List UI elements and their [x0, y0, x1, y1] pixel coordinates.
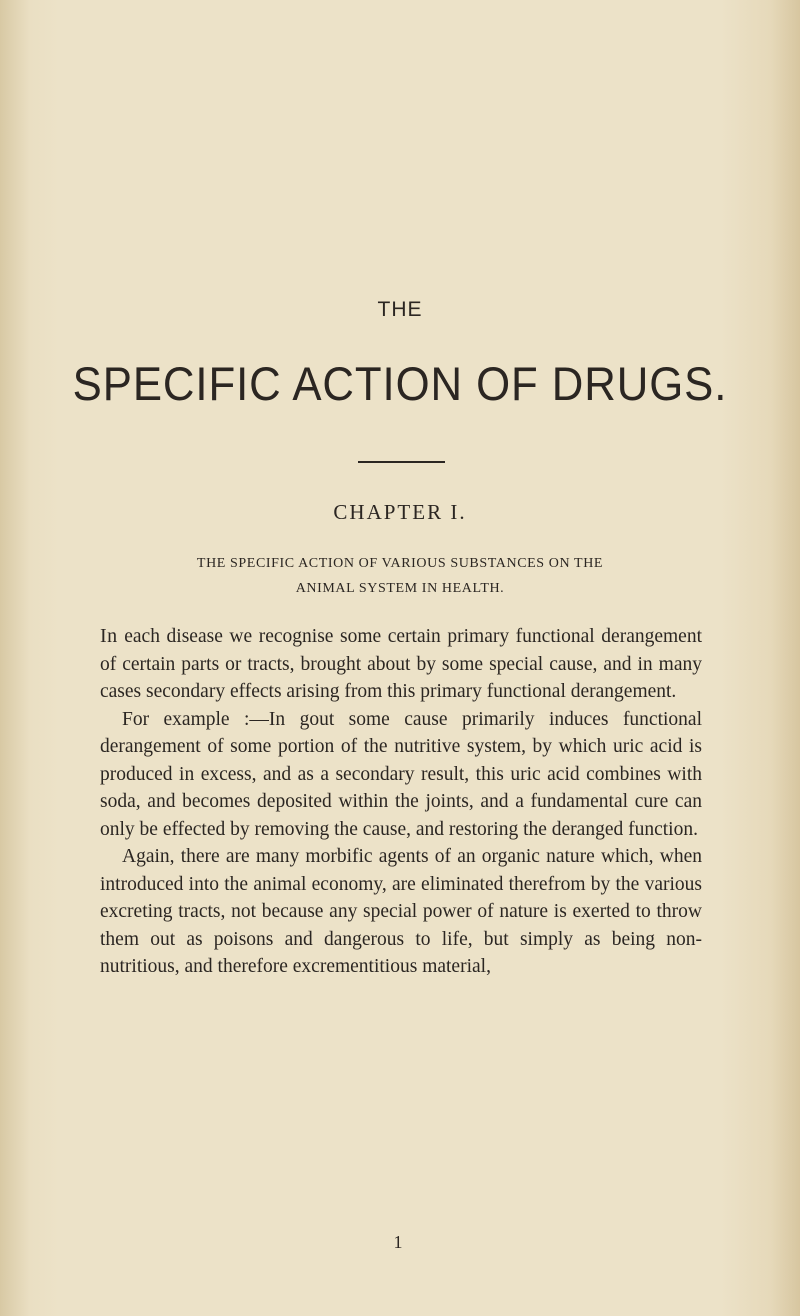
title-article: THE	[377, 298, 423, 321]
paragraph-1-text: each disease we recognise some certain primary functional derangement of certain parts or tracts, brought about by some special cause, and in many cases secondary effects arising from this primary functional derangement.	[100, 626, 702, 702]
chapter-subtitle-line-2: ANIMAL SYSTEM IN HEALTH.	[295, 581, 505, 596]
chapter-subtitle-line-1: THE SPECIFIC ACTION OF VARIOUS SUBSTANCES ON THE	[196, 556, 604, 571]
paragraph-3: Again, there are many morbific agents of an organic nature which, when introduced into the animal economy, are eliminated therefrom by the various excreting tracts, not because any special power of nature is exerted to throw them out as poisons and dangerous to life, but simply as being non-nutritious, and therefore excrementitious material,	[100, 846, 702, 977]
chapter-subtitle	[100, 551, 700, 601]
body-text	[100, 623, 702, 981]
paragraph-1	[100, 623, 702, 706]
title-rule	[358, 461, 445, 463]
paragraph-1-first-word: In	[100, 625, 118, 647]
chapter-heading: CHAPTER I.	[333, 500, 467, 524]
book-title: SPECIFIC ACTION OF DRUGS.	[72, 357, 728, 410]
paragraph-2: For example :—In gout some cause primarily induces functional derangement of some portion of the nutritive system, by which uric acid is produced in excess, and as a secondary result, this uric acid combines with soda, and becomes deposited within the joints, and a fundamental cure can only be effected by removing the cause, and restoring the deranged function.	[100, 708, 702, 840]
page-number: 1	[393, 1232, 403, 1252]
